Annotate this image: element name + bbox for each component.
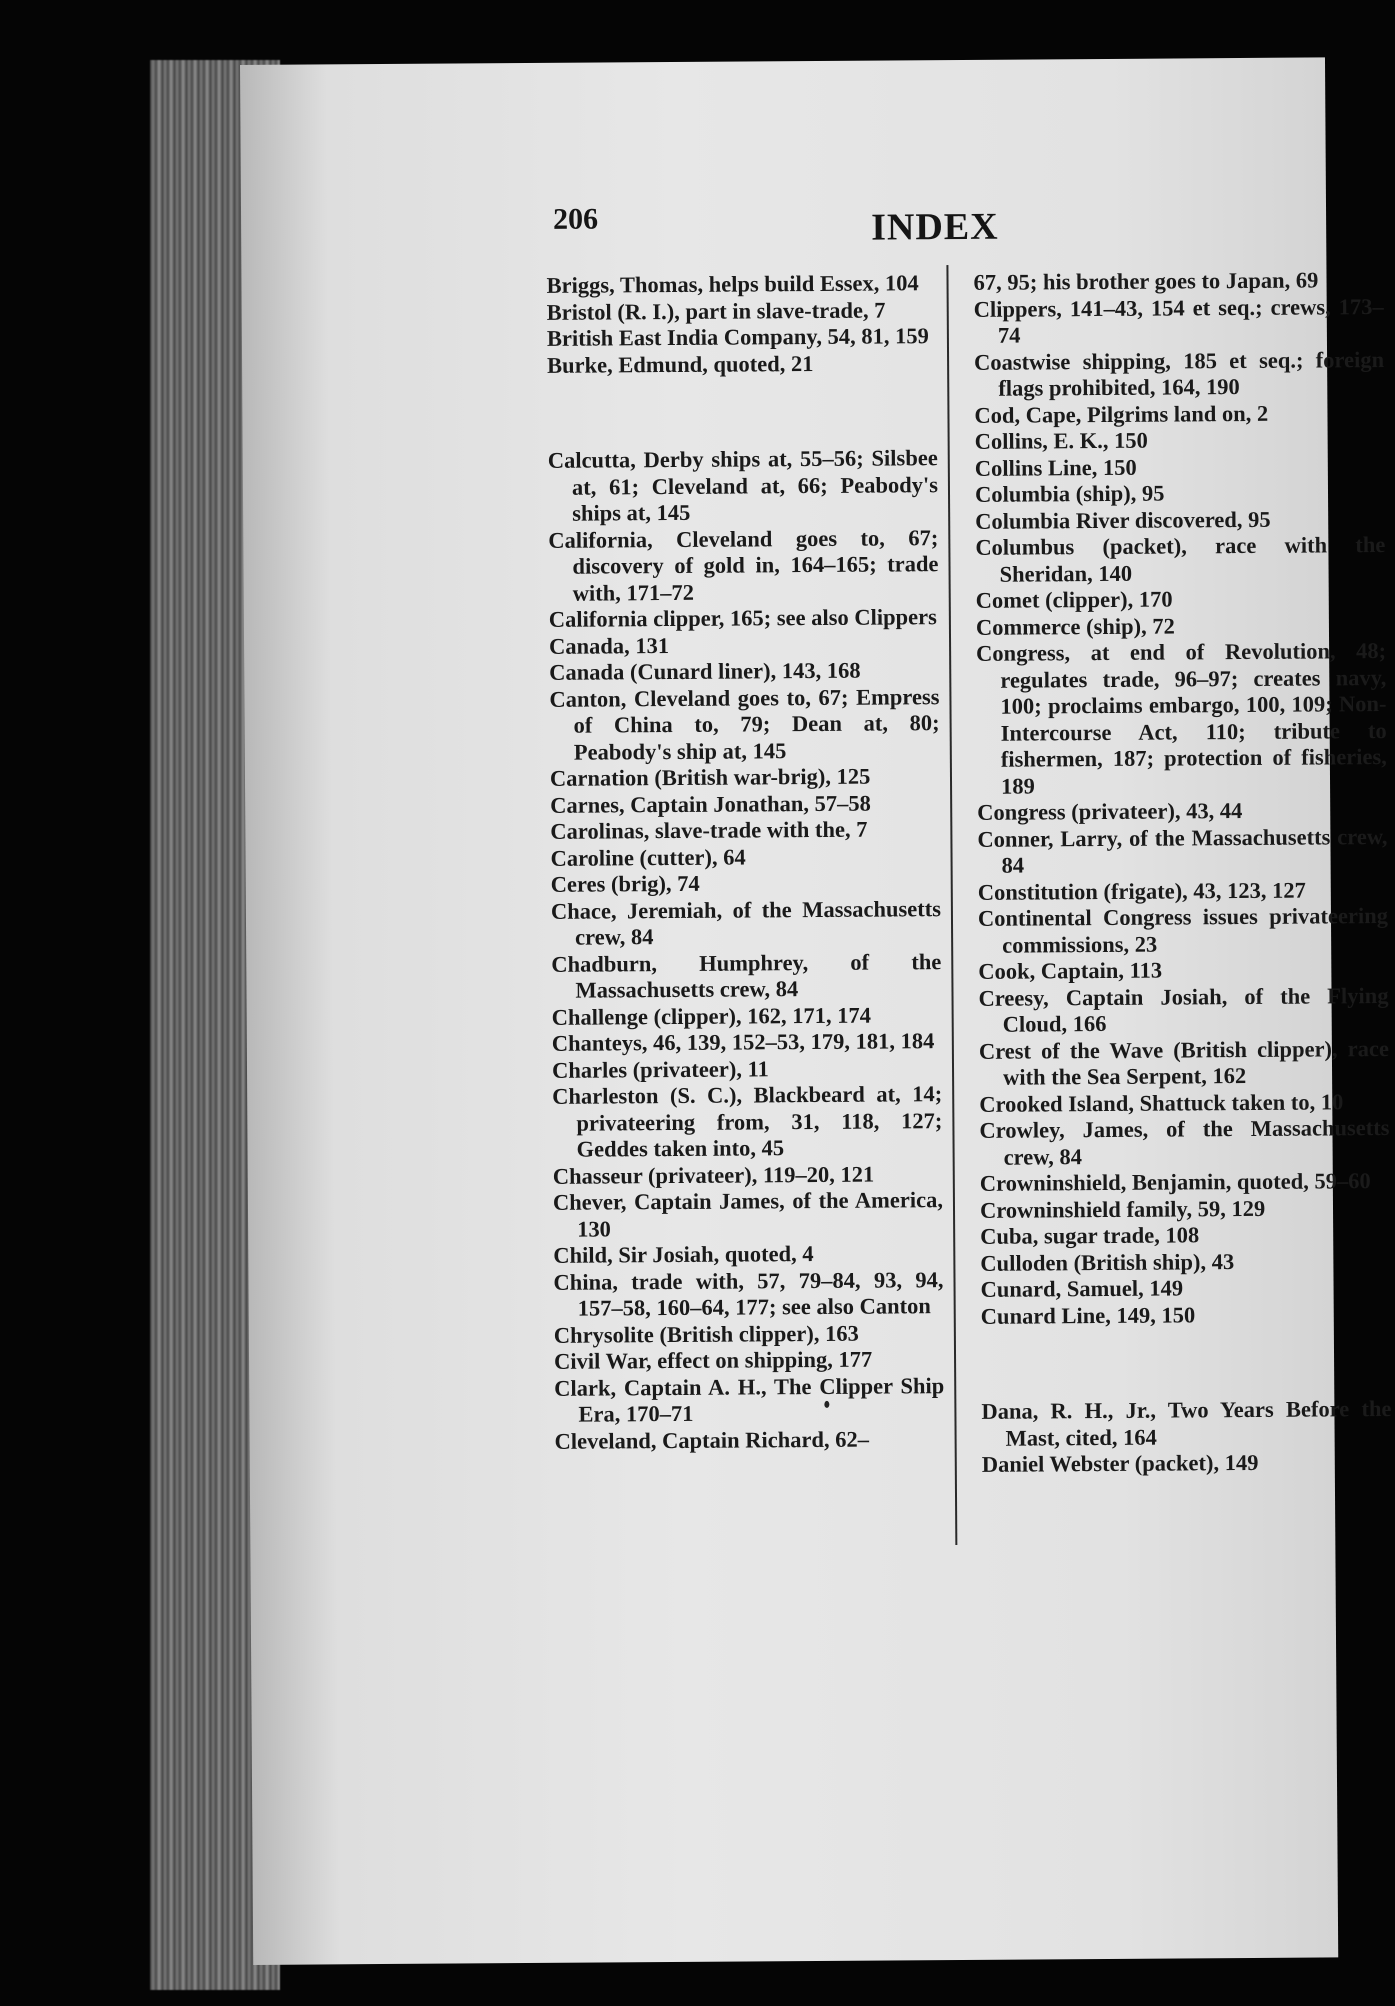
- index-entry: Chace, Jeremiah, of the Massachusetts crew, 84: [550, 895, 941, 950]
- index-column-right: [973, 267, 1391, 1478]
- index-entry: Crest of the Wave (British clipper), race with the Sea Serpent, 162: [978, 1035, 1389, 1090]
- index-entry: Collins Line, 150: [974, 454, 1137, 481]
- index-entry: Columbia River discovered, 95: [975, 506, 1271, 534]
- index-entry: Challenge (clipper), 162, 171, 174: [551, 1002, 872, 1030]
- index-entry: California, Cleveland goes to, 67; discovery of gold in, 164–165; trade with, 171–72: [548, 524, 939, 606]
- index-entry: Chasseur (privateer), 119–20, 121: [552, 1161, 875, 1189]
- index-entry: Columbus (packet), race with the Sheridan, 140: [975, 532, 1386, 587]
- index-entry: Canada (Cunard liner), 143, 168: [549, 657, 861, 685]
- index-entry: Calcutta, Derby ships at, 55–56; Silsbee at, 61; Cleveland at, 66; Peabody's ships at, 145: [547, 445, 939, 526]
- index-entry: Continental Congress issues privateering commissions, 23: [977, 903, 1389, 958]
- index-entry: Carnes, Captain Jonathan, 57–58: [550, 790, 871, 818]
- index-entry: Cuba, sugar trade, 108: [980, 1222, 1200, 1249]
- index-entry: California clipper, 165; see also Clippers: [548, 604, 937, 632]
- index-entry: Culloden (British ship), 43: [980, 1248, 1235, 1276]
- index-entry: Congress, at end of Revolution, 48; regulates trade, 96–97; creates navy, 100; proclaims embargo, 100, 109; Non-Intercourse Act, 110; tribute to fishermen, 187; protection of fisheries, 189: [976, 638, 1387, 799]
- index-entry: Collins, E. K., 150: [974, 427, 1148, 454]
- index-entry: Cunard, Samuel, 149: [980, 1275, 1184, 1302]
- letter-group-gap: [981, 1349, 1391, 1376]
- index-entry: Coastwise shipping, 185 et seq.; foreign flags prohibited, 164, 190: [974, 346, 1385, 401]
- index-entry: Cunard Line, 149, 150: [980, 1301, 1196, 1329]
- page-number: 206: [552, 202, 599, 236]
- index-entry: Clippers, 141–43, 154 et seq.; crews, 173–74: [973, 293, 1384, 348]
- index-entry: Cod, Cape, Pilgrims land on, 2: [974, 400, 1269, 428]
- index-entry: Crooked Island, Shattuck taken to, 10: [979, 1088, 1344, 1117]
- index-page: [240, 57, 1392, 1965]
- index-entry: Conner, Larry, of the Massachusetts crew, 84: [977, 823, 1388, 878]
- index-entry: Dana, R. H., Jr., Two Years Before the Mast, cited, 164: [981, 1395, 1392, 1451]
- running-head: INDEX: [871, 205, 999, 249]
- index-entry: Crowley, James, of the Massachusetts crew, 84: [979, 1115, 1390, 1170]
- index-entry: Crowninshield, Benjamin, quoted, 59–60: [979, 1168, 1371, 1196]
- index-entry: Columbia (ship), 95: [974, 480, 1165, 507]
- index-column-left: [546, 270, 944, 1455]
- index-entry: Burke, Edmund, quoted, 21: [547, 350, 814, 378]
- index-entry: 67, 95; his brother goes to Japan, 69: [973, 267, 1319, 295]
- ink-speck: [824, 1401, 829, 1408]
- index-entry: Cleveland, Captain Richard, 62–: [554, 1426, 870, 1454]
- index-entry: Child, Sir Josiah, quoted, 4: [553, 1241, 814, 1268]
- index-entry: Chrysolite (British clipper), 163: [553, 1320, 859, 1348]
- index-entry: Civil War, effect on shipping, 177: [553, 1346, 873, 1374]
- index-entry: Commerce (ship), 72: [975, 612, 1175, 640]
- column-divider: [946, 265, 957, 1545]
- index-entry: Canton, Cleveland goes to, 67; Empress of China to, 79; Dean at, 80; Peabody's ship at, 145: [549, 683, 940, 765]
- index-entry: Ceres (brig), 74: [550, 870, 700, 897]
- index-entry: Clark, Captain A. H., The Clipper Ship Era, 170–71: [554, 1372, 945, 1427]
- index-entry: Comet (clipper), 170: [975, 586, 1173, 613]
- index-entry: Creesy, Captain Josiah, of the Flying Cloud, 166: [978, 982, 1389, 1037]
- index-entry: Cook, Captain, 113: [978, 957, 1163, 984]
- index-entry: Constitution (frigate), 43, 123, 127: [977, 877, 1306, 905]
- index-entry: Carolinas, slave-trade with the, 7: [550, 816, 868, 844]
- index-entry: Charles (privateer), 11: [551, 1055, 769, 1083]
- index-entry: Chanteys, 46, 139, 152–53, 179, 181, 184: [551, 1028, 935, 1056]
- index-entry: Bristol (R. I.), part in slave-trade, 7: [546, 297, 886, 325]
- index-entry: Crowninshield family, 59, 129: [979, 1195, 1266, 1223]
- index-entry: Congress (privateer), 43, 44: [977, 798, 1243, 825]
- index-entry: China, trade with, 57, 79–84, 93, 94, 157–58, 160–64, 177; see also Canton: [553, 1266, 944, 1321]
- index-entry: Canada, 131: [548, 632, 670, 659]
- index-entry: Carnation (British war-brig), 125: [549, 763, 871, 791]
- index-entry: Chever, Captain James, of the America, 130: [552, 1187, 944, 1242]
- index-entry: Daniel Webster (packet), 149: [981, 1449, 1259, 1477]
- index-entry: British East India Company, 54, 81, 159: [546, 323, 929, 351]
- index-entry: Charleston (S. C.), Blackbeard at, 14; privateering from, 31, 118, 127; Geddes taken into, 45: [552, 1081, 943, 1162]
- index-entry: Chadburn, Humphrey, of the Massachusetts crew, 84: [551, 948, 942, 1003]
- index-entry: Briggs, Thomas, helps build Essex, 104: [546, 270, 919, 298]
- index-entry: Caroline (cutter), 64: [550, 843, 746, 871]
- letter-group-gap: [547, 399, 937, 426]
